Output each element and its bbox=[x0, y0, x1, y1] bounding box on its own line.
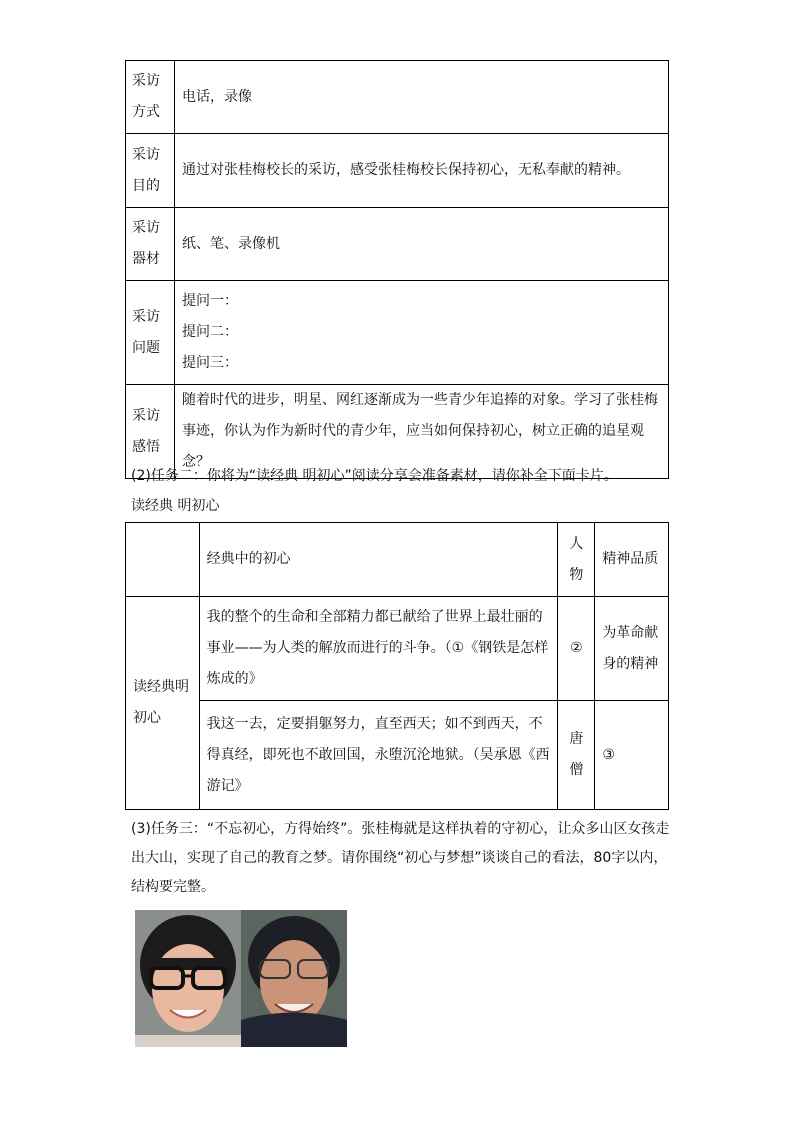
row-label: 采访方式 bbox=[126, 61, 175, 134]
row-content: 纸、笔、录像机 bbox=[175, 208, 669, 281]
quality-cell: ③ bbox=[595, 701, 669, 810]
question-list bbox=[175, 281, 669, 385]
table-row bbox=[126, 597, 669, 701]
question-1: 提问一： bbox=[182, 293, 238, 309]
question-3: 提问三： bbox=[182, 355, 238, 371]
row-content: 电话，录像 bbox=[175, 61, 669, 134]
row-label: 采访感悟 bbox=[126, 385, 175, 479]
table-row bbox=[126, 134, 669, 208]
young-portrait-photo bbox=[135, 910, 241, 1047]
row-label: 采访问题 bbox=[126, 281, 175, 385]
header-classic: 经典中的初心 bbox=[199, 523, 558, 597]
header-quality: 精神品质 bbox=[595, 523, 669, 597]
elder-portrait-photo bbox=[241, 910, 347, 1047]
question-2: 提问二： bbox=[182, 324, 238, 340]
task2-prompt: (2)任务二：你将为“读经典 明初心”阅读分享会准备素材，请你补全下面卡片。 bbox=[131, 468, 618, 484]
classics-table bbox=[125, 522, 669, 810]
photo-pair bbox=[135, 910, 347, 1047]
task3-prompt: (3)任务三：“不忘初心，方得始终”。张桂梅就是这样执着的守初心，让众多山区女孩走出大山，实现了自己的教育之梦。请你围绕“初心与梦想”谈谈自己的看法，80字以内，结构要完整。 bbox=[131, 821, 670, 895]
table-row bbox=[126, 523, 669, 597]
header-person: 人物 bbox=[558, 523, 595, 597]
card-row-label: 读经典明初心 bbox=[126, 597, 200, 810]
quality-cell: 为革命献身的精神 bbox=[595, 597, 669, 701]
card-title: 读经典 明初心 bbox=[131, 498, 220, 514]
classic-quote: 我这一去，定要捐躯努力，直至西天；如不到西天，不得真经，即死也不敢回国，永堕沉沦地狱。（吴承恩《西游记》 bbox=[199, 701, 558, 810]
table-row bbox=[126, 701, 669, 810]
table-row bbox=[126, 281, 669, 385]
person-cell: 唐僧 bbox=[558, 701, 595, 810]
table-row bbox=[126, 61, 669, 134]
person-cell: ② bbox=[558, 597, 595, 701]
row-label: 采访目的 bbox=[126, 134, 175, 208]
corner-cell bbox=[126, 523, 200, 597]
classic-quote: 我的整个的生命和全部精力都已献给了世界上最壮丽的事业——为人类的解放而进行的斗争。（①《钢铁是怎样炼成的》 bbox=[199, 597, 558, 701]
row-label: 采访器材 bbox=[126, 208, 175, 281]
interview-table bbox=[125, 60, 669, 479]
row-content: 通过对张桂梅校长的采访，感受张桂梅校长保持初心，无私奉献的精神。 bbox=[175, 134, 669, 208]
table-row bbox=[126, 208, 669, 281]
row-content: 随着时代的进步，明星、网红逐渐成为一些青少年追捧的对象。学习了张桂梅事迹，你认为作为新时代的青少年，应当如何保持初心，树立正确的追星观念？ bbox=[175, 385, 669, 479]
